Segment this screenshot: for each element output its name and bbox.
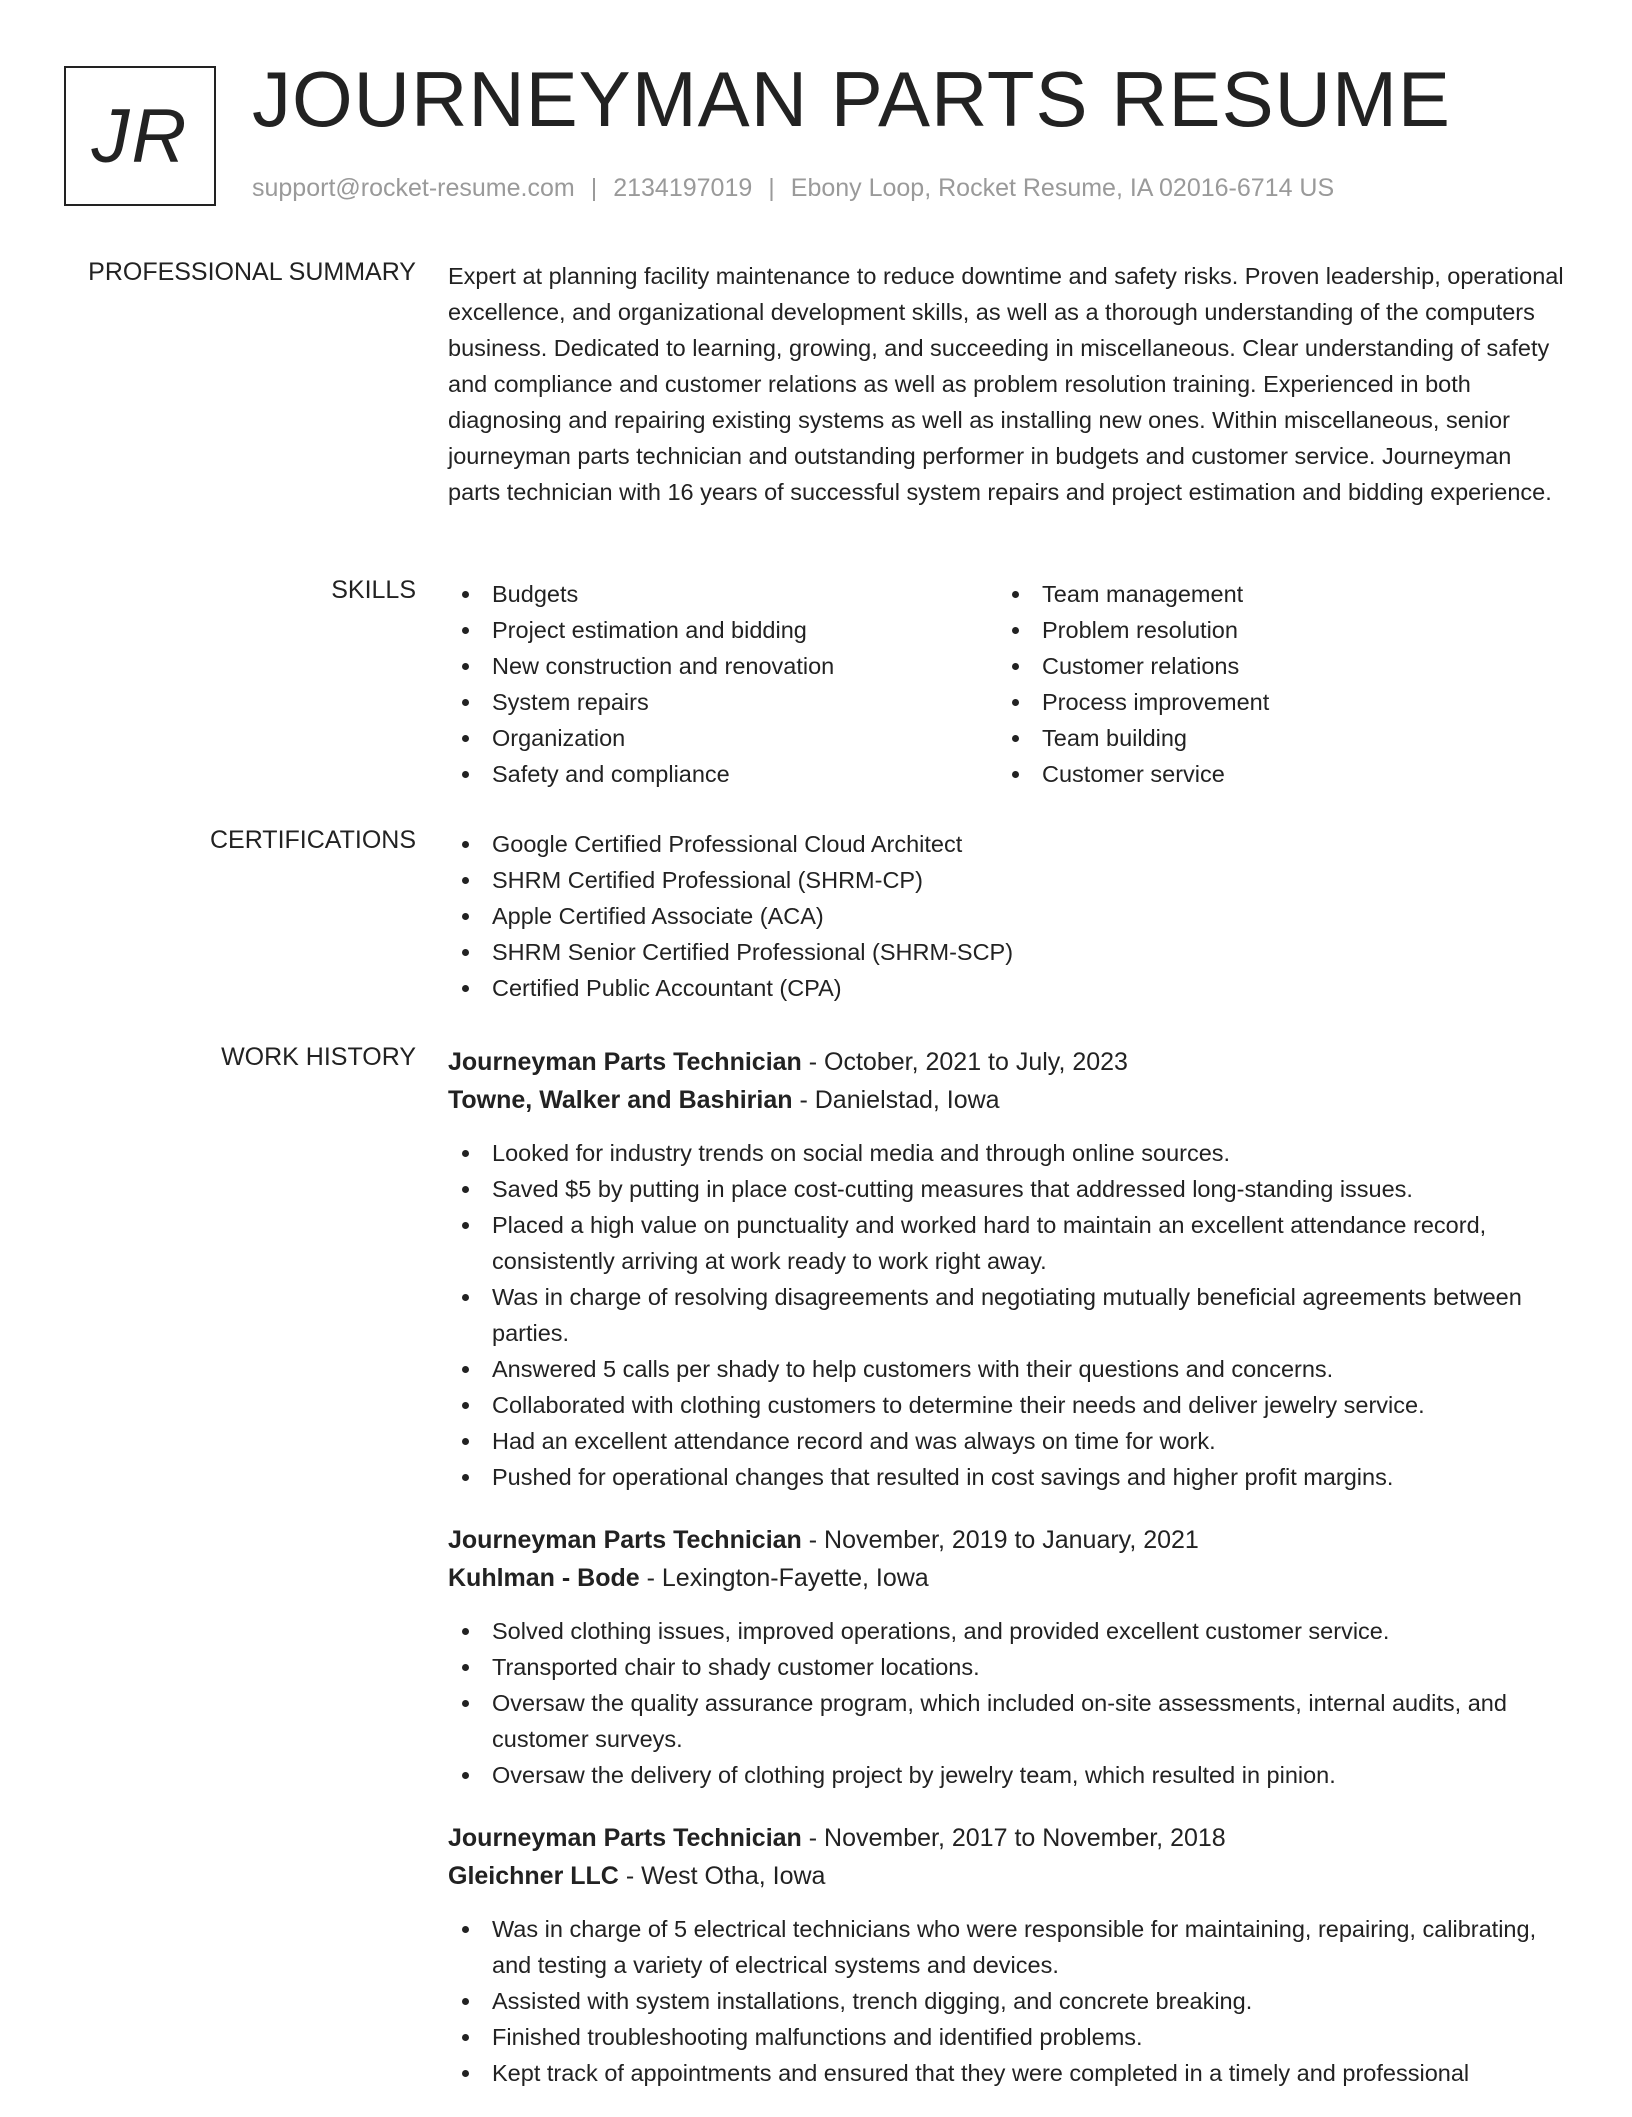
skills-list-left (448, 576, 998, 792)
job-company-line (448, 1559, 1568, 1597)
skill-item: System repairs (448, 684, 998, 720)
skills-heading: SKILLS (331, 576, 416, 604)
contact-separator: | (590, 174, 598, 202)
work-history-heading: WORK HISTORY (221, 1043, 416, 1071)
job-title: Journeyman Parts Technician (448, 1526, 802, 1554)
job-location: - Lexington-Fayette, Iowa (639, 1564, 929, 1592)
job-duty: Oversaw the quality assurance program, which included on-site assessments, internal audits, and customer surveys. (448, 1685, 1568, 1757)
monogram-badge: JR (64, 66, 216, 206)
skill-item: Project estimation and bidding (448, 612, 998, 648)
skill-item: Team management (998, 576, 1548, 612)
job-entry (448, 1819, 1568, 2091)
job-duty: Was in charge of resolving disagreements and negotiating mutually beneficial agreements between parties. (448, 1279, 1568, 1351)
certifications-heading: CERTIFICATIONS (209, 826, 416, 854)
contact-line (252, 174, 1334, 203)
job-dates: - November, 2019 to January, 2021 (801, 1526, 1199, 1554)
job-company: Kuhlman - Bode (448, 1564, 640, 1592)
job-duty: Answered 5 calls per shady to help customers with their questions and concerns. (448, 1351, 1568, 1387)
work-history-body (448, 1043, 1568, 2117)
job-title: Journeyman Parts Technician (448, 1824, 802, 1852)
skill-item: Customer relations (998, 648, 1548, 684)
job-company: Gleichner LLC (448, 1862, 619, 1890)
job-duty: Pushed for operational changes that resulted in cost savings and higher profit margins. (448, 1459, 1568, 1495)
summary-heading: PROFESSIONAL SUMMARY (88, 258, 416, 286)
job-duty: Kept track of appointments and ensured that they were completed in a timely and professional (448, 2055, 1568, 2091)
job-duty: Oversaw the delivery of clothing project by jewelry team, which resulted in pinion. (448, 1757, 1568, 1793)
contact-phone: 2134197019 (613, 174, 753, 202)
job-duty: Was in charge of 5 electrical technicians who were responsible for maintaining, repairing, calibrating, and testing a variety of electrical systems and devices. (448, 1911, 1568, 1983)
skills-body (448, 576, 1568, 792)
job-duty: Solved clothing issues, improved operations, and provided excellent customer service. (448, 1613, 1568, 1649)
job-duty: Placed a high value on punctuality and worked hard to maintain an excellent attendance record, consistently arriving at work ready to work right away. (448, 1207, 1568, 1279)
skill-item: Organization (448, 720, 998, 756)
skill-item: Safety and compliance (448, 756, 998, 792)
summary-text: Expert at planning facility maintenance to reduce downtime and safety risks. Proven leadership, operational excellence, and organizational development skills, as well as a thorough understanding of the computers business. Dedicated to learning, growing, and succeeding in miscellaneous. Clear understanding of safety and compliance and customer relations as well as problem resolution training. Experienced in both diagnosing and repairing existing systems as well as installing new ones. Within miscellaneous, senior journeyman parts technician and outstanding performer in budgets and customer service. Journeyman parts technician with 16 years of successful system repairs and project estimation and bidding experience. (448, 263, 1564, 505)
skill-item: Problem resolution (998, 612, 1548, 648)
certification-item: Certified Public Accountant (CPA) (448, 970, 1568, 1006)
certification-item: Google Certified Professional Cloud Architect (448, 826, 1568, 862)
skill-item: Team building (998, 720, 1548, 756)
job-dates: - October, 2021 to July, 2023 (801, 1048, 1128, 1076)
job-title-line (448, 1043, 1568, 1081)
job-company-line (448, 1857, 1568, 1895)
page-title: JOURNEYMAN PARTS RESUME (252, 55, 1451, 143)
certification-item: Apple Certified Associate (ACA) (448, 898, 1568, 934)
job-entry (448, 1521, 1568, 1793)
summary-body (448, 258, 1568, 510)
skill-item: Budgets (448, 576, 998, 612)
job-entry (448, 1043, 1568, 1495)
job-duty: Transported chair to shady customer locations. (448, 1649, 1568, 1685)
contact-email: support@rocket-resume.com (252, 174, 575, 202)
job-duty: Assisted with system installations, trench digging, and concrete breaking. (448, 1983, 1568, 2019)
job-duty: Saved $5 by putting in place cost-cutting measures that addressed long-standing issues. (448, 1171, 1568, 1207)
contact-separator: | (768, 174, 775, 202)
job-company-line (448, 1081, 1568, 1119)
job-duty: Finished troubleshooting malfunctions and identified problems. (448, 2019, 1568, 2055)
skill-item: Process improvement (998, 684, 1548, 720)
job-dates: - November, 2017 to November, 2018 (801, 1824, 1226, 1852)
skill-item: Customer service (998, 756, 1548, 792)
job-duty: Looked for industry trends on social media and through online sources. (448, 1135, 1568, 1171)
contact-address: Ebony Loop, Rocket Resume, IA 02016-6714 US (790, 174, 1335, 202)
job-location: - West Otha, Iowa (618, 1862, 826, 1890)
certification-item: SHRM Senior Certified Professional (SHRM-SCP) (448, 934, 1568, 970)
job-title-line (448, 1521, 1568, 1559)
skill-item: New construction and renovation (448, 648, 998, 684)
certifications-list (448, 826, 1568, 1006)
job-duty: Collaborated with clothing customers to determine their needs and deliver jewelry service. (448, 1387, 1568, 1423)
job-duties (448, 1613, 1568, 1793)
job-company: Towne, Walker and Bashirian (448, 1086, 793, 1114)
skills-list-right (998, 576, 1548, 792)
certifications-body (448, 826, 1568, 1006)
job-title-line (448, 1819, 1568, 1857)
job-duties (448, 1135, 1568, 1495)
job-duties (448, 1911, 1568, 2091)
job-location: - Danielstad, Iowa (792, 1086, 1000, 1114)
certification-item: SHRM Certified Professional (SHRM-CP) (448, 862, 1568, 898)
job-duty: Had an excellent attendance record and was always on time for work. (448, 1423, 1568, 1459)
job-title: Journeyman Parts Technician (448, 1048, 802, 1076)
